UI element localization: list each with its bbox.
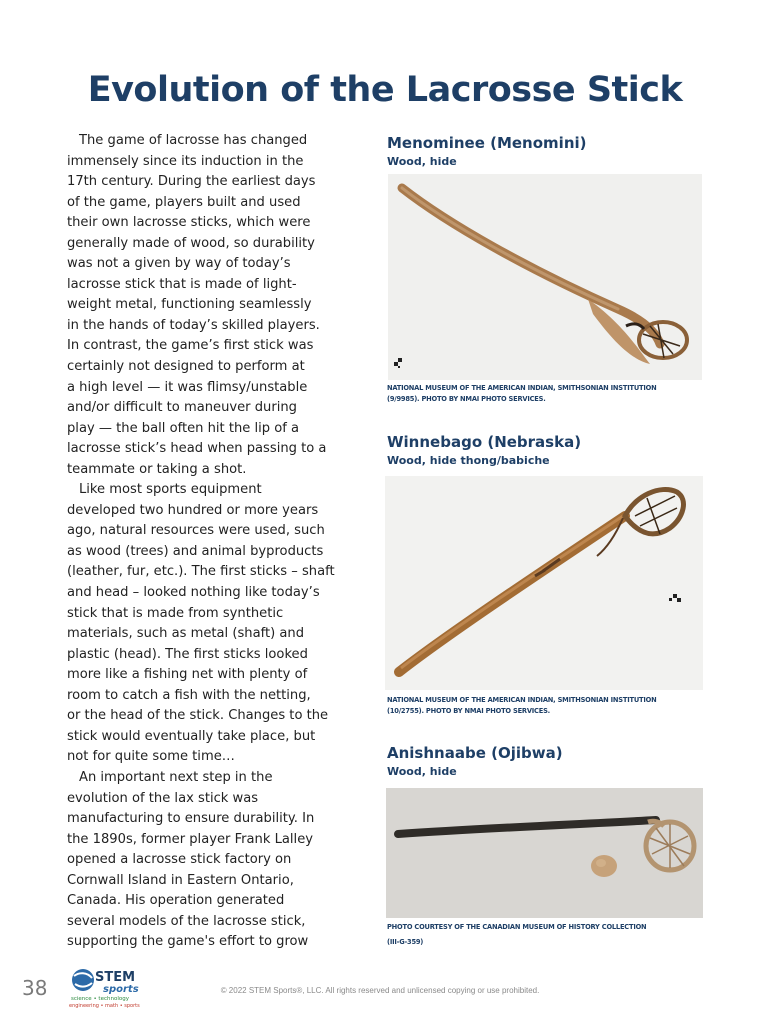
stick-1-name: Menominee (Menomini): [387, 134, 587, 152]
body-line: a high level — it was flimsy/unstable: [67, 379, 308, 395]
body-line: generally made of wood, so durability: [67, 235, 315, 251]
logo-tagline-2: engineering • math • sports: [69, 1003, 140, 1009]
page-title: Evolution of the Lacrosse Stick: [87, 70, 683, 110]
stick-3-name: Anishnaabe (Ojibwa): [387, 744, 563, 762]
body-line: in the hands of today’s skilled players.: [67, 317, 320, 333]
logo-graphic: [67, 966, 157, 1010]
paragraph-1: [67, 131, 329, 480]
credit-line: (III-G-359): [387, 937, 424, 946]
logo-brand: STEM: [95, 970, 136, 985]
body-line: room to catch a fish with the netting,: [67, 687, 311, 703]
body-line: In contrast, the game’s first stick was: [67, 338, 314, 354]
stick-3-material: Wood, hide: [387, 765, 457, 778]
body-line: weight metal, functioning seamlessly: [67, 297, 312, 313]
stick-2-credit: [387, 694, 697, 716]
winnebago-stick-illustration: [385, 476, 703, 690]
body-line: was not a given by way of today’s: [67, 256, 291, 272]
anishnaabe-stick-illustration: [386, 788, 703, 918]
stick-3-photo: [386, 788, 703, 918]
body-line: The game of lacrosse has changed: [79, 133, 308, 148]
body-line: lacrosse stick’s head when passing to a: [67, 441, 327, 457]
body-line: and/or difficult to maneuver during: [67, 400, 297, 416]
body-line: materials, such as metal (shaft) and: [67, 626, 305, 642]
body-line: play — the ball often hit the lip of a: [67, 420, 300, 436]
body-line: not for quite some time…: [67, 749, 235, 765]
credit-line: NATIONAL MUSEUM OF THE AMERICAN INDIAN, SMITHSONIAN INSTITUTION: [387, 383, 657, 392]
body-line: developed two hundred or more years: [67, 502, 319, 518]
body-line: Like most sports equipment: [79, 482, 262, 498]
body-line: as wood (trees) and animal byproducts: [67, 543, 324, 559]
article-body: [67, 131, 335, 953]
body-line: several models of the lacrosse stick,: [67, 913, 306, 929]
page-number: 38: [22, 976, 48, 1000]
body-line: opened a lacrosse stick factory on: [67, 852, 292, 868]
body-line: An important next step in the: [79, 769, 273, 785]
credit-line: PHOTO COURTESY OF THE CANADIAN MUSEUM OF HISTORY COLLECTION: [387, 922, 647, 931]
menominee-stick-illustration: [388, 174, 702, 380]
stick-2-name: Winnebago (Nebraska): [387, 433, 582, 451]
stem-sports-logo: [67, 966, 157, 1010]
credit-line: (10/2755). PHOTO BY NMAI PHOTO SERVICES.: [387, 706, 550, 715]
body-line: Cornwall Island in Eastern Ontario,: [67, 872, 294, 888]
stick-2-photo: [385, 476, 703, 690]
copyright-footer: © 2022 STEM Sports®, LLC. All rights reserved and unlicensed copying or use prohibited.: [220, 986, 540, 995]
body-line: their own lacrosse sticks, which were: [67, 215, 311, 231]
body-line: lacrosse stick that is made of light-: [67, 276, 297, 292]
stick-3-credit: [387, 921, 697, 947]
body-line: ago, natural resources were used, such: [67, 523, 325, 539]
body-line: stick would eventually take place, but: [67, 728, 316, 744]
body-line: (leather, fur, etc.). The first sticks – shaft: [67, 564, 335, 580]
credit-line: (9/9985). PHOTO BY NMAI PHOTO SERVICES.: [387, 394, 546, 403]
body-line: supporting the game's effort to grow: [67, 934, 309, 950]
body-line: manufacturing to ensure durability. In: [67, 811, 315, 827]
logo-tagline-1: science • technology: [71, 996, 129, 1002]
body-line: 17th century. During the earliest days: [67, 174, 316, 190]
credit-line: NATIONAL MUSEUM OF THE AMERICAN INDIAN, SMITHSONIAN INSTITUTION: [387, 695, 657, 704]
body-line: teammate or taking a shot.: [67, 461, 247, 477]
body-line: evolution of the lax stick was: [67, 790, 259, 806]
body-line: certainly not designed to perform at: [67, 359, 305, 375]
paragraph-3: [67, 768, 329, 953]
stick-1-credit: [387, 382, 697, 404]
body-line: more like a fishing net with plenty of: [67, 667, 308, 683]
stick-1-material: Wood, hide: [387, 155, 457, 168]
paragraph-2: [67, 480, 335, 768]
body-line: of the game, players built and used: [67, 194, 301, 210]
body-line: immensely since its induction in the: [67, 153, 304, 169]
stick-2-material: Wood, hide thong/babiche: [387, 454, 550, 467]
body-line: or the head of the stick. Changes to the: [67, 708, 329, 724]
body-line: and head – looked nothing like today’s: [67, 585, 320, 601]
body-line: Canada. His operation generated: [67, 893, 285, 909]
body-line: stick that is made from synthetic: [67, 605, 284, 621]
stick-1-photo: [388, 174, 702, 380]
body-line: plastic (head). The first sticks looked: [67, 646, 308, 662]
body-line: the 1890s, former player Frank Lalley: [67, 831, 313, 847]
logo-sub: sports: [103, 984, 139, 995]
